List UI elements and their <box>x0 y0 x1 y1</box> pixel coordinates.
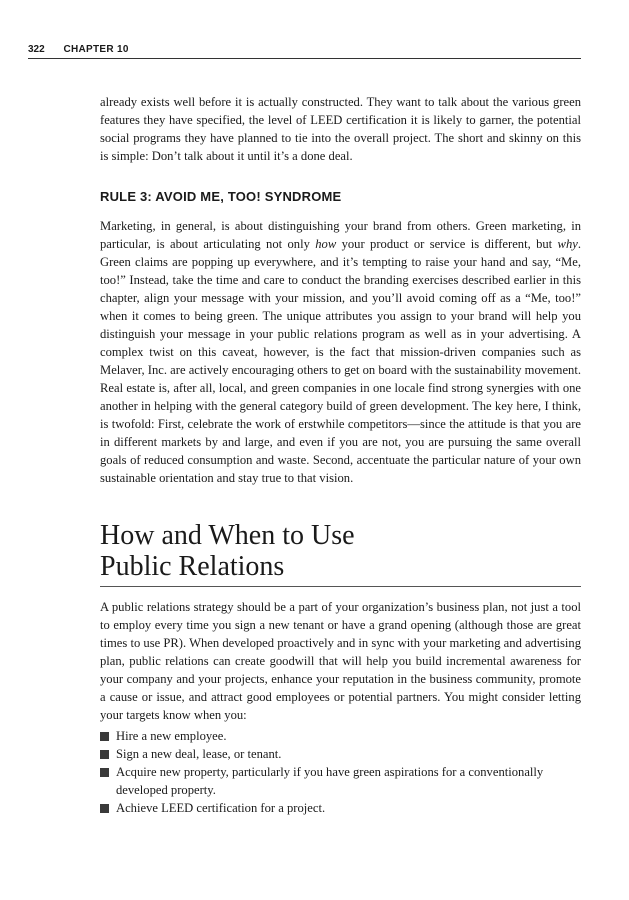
square-bullet-icon <box>100 732 109 741</box>
section-title-line-2: Public Relations <box>100 551 285 582</box>
paragraph-rule-3-part-1: Marketing, in general, is about distinguishing your brand from others. Green marketing, in particular, is about articulating not only <box>100 219 581 251</box>
list-item-text: Hire a new employee. <box>116 729 227 743</box>
list-item-text: Sign a new deal, lease, or tenant. <box>116 747 282 761</box>
list-item <box>100 727 581 745</box>
list-item <box>100 745 581 763</box>
square-bullet-icon <box>100 804 109 813</box>
list-item <box>100 799 581 817</box>
list-item <box>100 763 581 799</box>
running-head <box>28 44 581 59</box>
list-item-text: Acquire new property, particularly if you have green aspirations for a conventionally developed property. <box>116 765 544 797</box>
page-number: 322 <box>28 44 45 55</box>
chapter-label: CHAPTER 10 <box>63 44 129 55</box>
emphasis-why: why <box>557 237 578 251</box>
paragraph-rule-3 <box>100 217 581 487</box>
section-title-line-1: How and When to Use <box>100 520 355 551</box>
square-bullet-icon <box>100 768 109 777</box>
paragraph-public-relations: A public relations strategy should be a part of your organization’s business plan, not just a tool to employ every time you sign a new tenant or have a grand opening (although those are great times to use PR). When developed proactively and in sync with your marketing and advertising plan, public relations can create goodwill that will help you build incremental awareness for your company and your projects, enhance your reputation in the business community, promote a cause or issue, and attract good employees or potential partners. You might consider letting your targets know when you: <box>100 600 581 722</box>
section-title <box>100 520 581 587</box>
paragraph-rule-3-part-2: your product or service is different, but <box>336 237 558 251</box>
square-bullet-icon <box>100 750 109 759</box>
rule-heading: RULE 3: AVOID ME, TOO! SYNDROME <box>100 189 342 204</box>
paragraph-rule-3-part-3: . Green claims are popping up everywhere, and it’s tempting to raise your hand and say, “Me, too!” Instead, take the time and care to conduct the branding exercises described earlier in this chapter, align your message with your mission, and you’ll avoid coming off as a “Me, too!” when it comes to being green. The unique attributes you assign to your brand will help you distinguish your message in your public relations program as well as in your advertising. A complex twist on this caveat, however, is the fact that mission-driven companies such as Melaver, Inc. are actively encouraging others to get on board with the sustainability movement. Real estate is, after all, local, and green companies in one locale find strong synergies with one another in helping with the general category build of green development. The key here, I think, is twofold: First, celebrate the work of erstwhile competitors—since the attitude is that you are in different markets by and large, and even if you are not, you are pursuing the same overall goals of reduced consumption and waste. Second, accentuate the particular nature of your own sustainable orientation and stay true to that vision. <box>100 237 581 485</box>
paragraph-continuation: already exists well before it is actually constructed. They want to talk about the various green features they have specified, the level of LEED certification it is likely to garner, the potential social programs they have planned to tie into the overall project. The short and skinny on this is simple: Don’t talk about it until it’s a done deal. <box>100 95 581 163</box>
bullet-list <box>100 727 581 817</box>
emphasis-how: how <box>315 237 337 251</box>
list-item-text: Achieve LEED certification for a project. <box>116 801 326 815</box>
